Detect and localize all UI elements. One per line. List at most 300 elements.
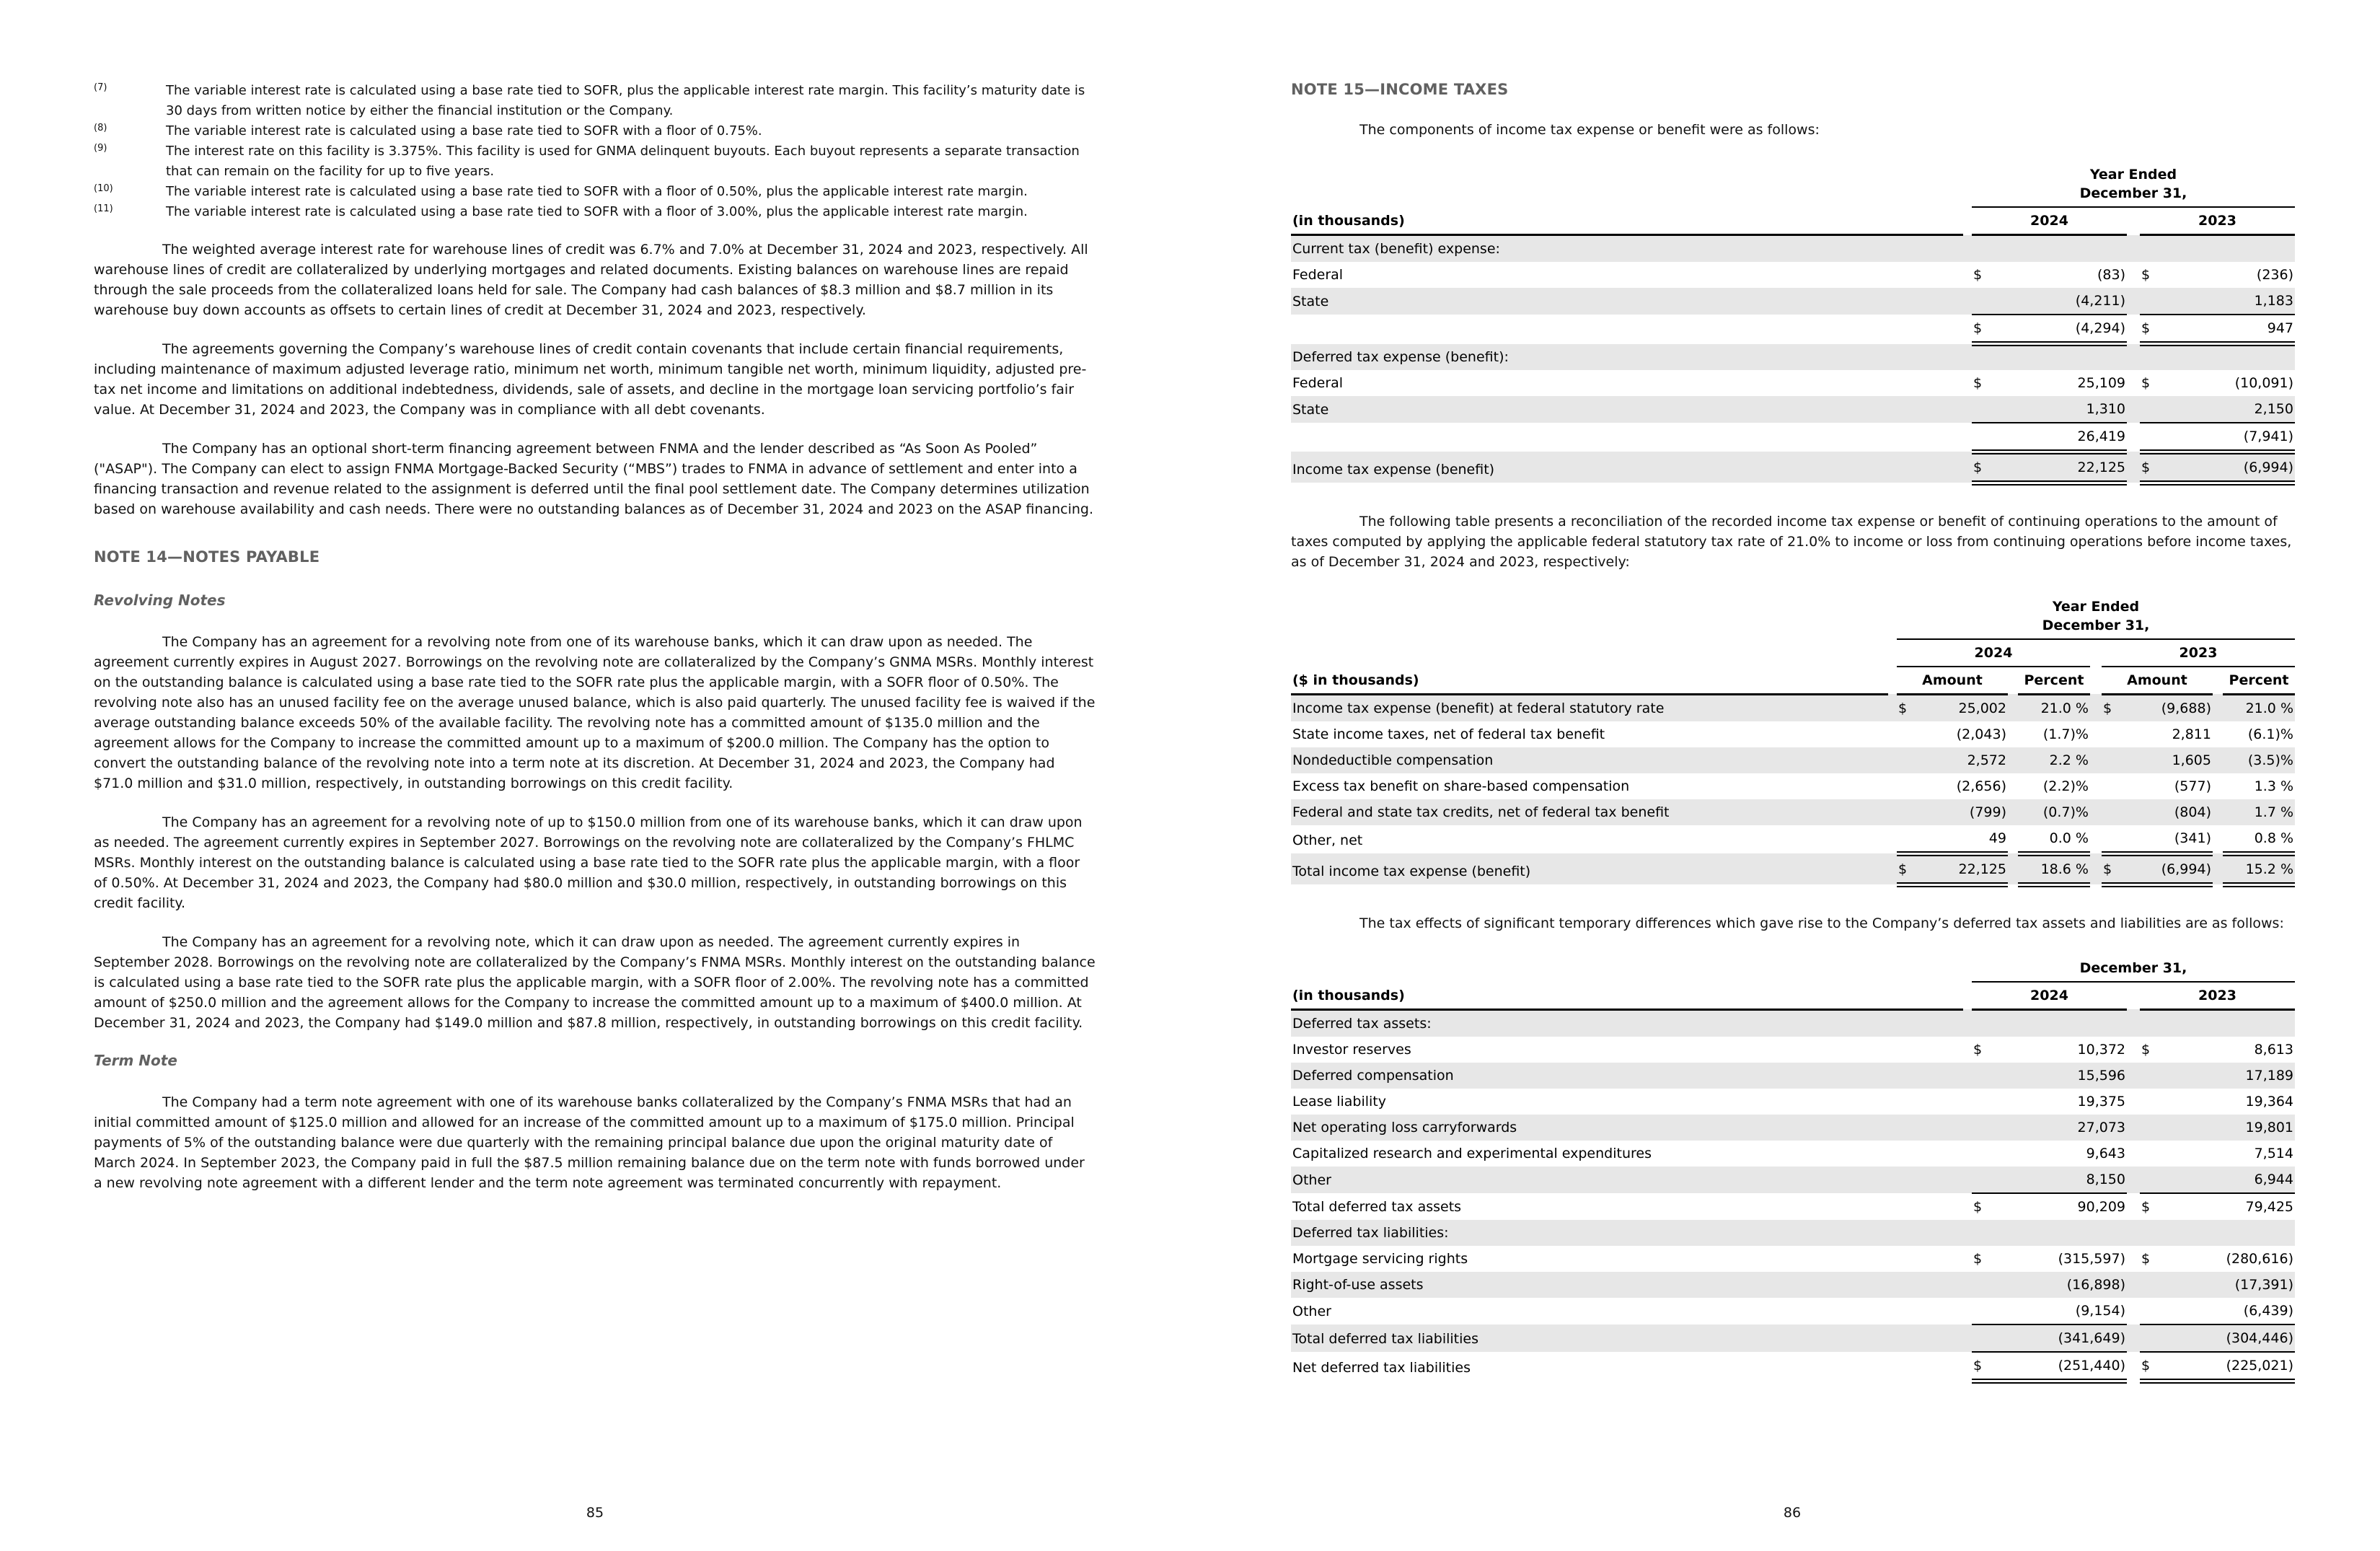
- currency-symbol: $: [1973, 1250, 1983, 1267]
- year-column-header: 2024: [1897, 639, 2090, 667]
- table-cell: [2127, 1141, 2140, 1166]
- footnote-text: The variable interest rate is calculated using a base rate tied to SOFR with a floor of 0.50%, plus the applicable interest rate margin.: [166, 184, 1028, 199]
- currency-symbol: $: [2141, 267, 2151, 283]
- table-row: [1291, 344, 2295, 370]
- table-cell: [2127, 423, 2140, 452]
- currency-symbol: [2140, 1089, 2161, 1115]
- row-label: Income tax expense (benefit): [1291, 452, 1963, 483]
- row-label: State: [1291, 288, 1963, 315]
- currency-symbol: $: [1973, 374, 1983, 391]
- row-label: Net operating loss carryforwards: [1291, 1115, 1963, 1141]
- currency-symbol: [2140, 1324, 2161, 1352]
- note15-heading: NOTE 15—INCOME TAXES: [1291, 81, 1509, 98]
- amount-value: (804): [2120, 799, 2213, 825]
- currency-symbol: $: [1973, 1041, 1983, 1058]
- row-label: Total income tax expense (benefit): [1291, 853, 1888, 884]
- year-column-header: 2024: [1972, 982, 2127, 1010]
- row-label: [1291, 315, 1963, 344]
- table-row: [1291, 396, 2295, 423]
- currency-symbol: $: [1972, 452, 1993, 483]
- amount-value: (315,597): [2058, 1250, 2125, 1267]
- table-row: [1291, 1009, 2295, 1037]
- table-row: [1291, 1141, 2295, 1166]
- percent-value: 21.0 %: [2223, 694, 2295, 721]
- row-label: Deferred tax liabilities:: [1291, 1220, 1963, 1246]
- amount-value: 27,073: [1993, 1115, 2127, 1141]
- currency-symbol: $: [1973, 1198, 1983, 1215]
- footnote-marker: (10): [94, 183, 113, 194]
- currency-symbol: [1972, 1089, 1993, 1115]
- row-label: State: [1291, 396, 1963, 423]
- table-cell: [2127, 396, 2140, 423]
- paragraph-weighted-average-rate: The weighted average interest rate for warehouse lines of credit was 6.7% and 7.0% at December 31, 2024 and 2023, respectively. All warehouse lines of credit are collateralized by underlying mortgages and related documents. Existing balances on warehouse lines are repaid through the sale proceeds from the collateralized loans held for sale. The Company had cash balances of $8.3 million and $8.7 million in its warehouse buy down accounts as offsets to certain lines of credit at December 31, 2024 and 2023, respectively.: [94, 242, 1088, 318]
- table-cell: [1963, 1298, 1972, 1324]
- table-cell: [2090, 667, 2102, 695]
- percent-value: 0.0 %: [2018, 825, 2090, 854]
- year-column-header: 2024: [1972, 207, 2127, 235]
- row-label: Other: [1292, 1303, 1331, 1319]
- row-label: Capitalized research and experimental expenditures: [1292, 1145, 1652, 1161]
- table-cell: [2213, 667, 2223, 695]
- table-cell: [2127, 1324, 2140, 1352]
- table-cell: [1963, 315, 1972, 344]
- amount-value: (236): [2256, 267, 2293, 283]
- amount-value: (83): [2097, 267, 2125, 283]
- table-cell: [1963, 1063, 1972, 1089]
- table-cell: [2213, 721, 2223, 747]
- table-cell: [1963, 1324, 1972, 1352]
- footnote-text: The variable interest rate is calculated using a base rate tied to SOFR, plus the applicable interest rate margin. This facility’s maturity date is 30 days from written notice by either the financial institution or the Company.: [166, 83, 1085, 118]
- table-cell: [2008, 747, 2018, 773]
- currency-symbol: $: [2141, 1198, 2151, 1215]
- currency-symbol: [2140, 1272, 2161, 1298]
- table-cell: [2213, 747, 2223, 773]
- table-cell: [2213, 853, 2223, 884]
- row-label: Current tax (benefit) expense:: [1291, 235, 1963, 263]
- page-number-right: 86: [1783, 1505, 1802, 1521]
- currency-symbol: [1972, 288, 1993, 315]
- percent-value: (0.7)%: [2018, 799, 2090, 825]
- table-row: [1291, 162, 2295, 207]
- table-cell: [2127, 1166, 2140, 1193]
- amount-value: 22,125: [1993, 452, 2127, 483]
- percent-value: 0.8 %: [2223, 825, 2295, 854]
- percent-value: (3.5)%: [2223, 747, 2295, 773]
- amount-value: (4,211): [1993, 288, 2127, 315]
- table-cell: [2127, 1115, 2140, 1141]
- amount-value: (4,294): [1993, 315, 2127, 344]
- row-label: Federal: [1292, 267, 1344, 283]
- amount-column-header: Amount: [1897, 667, 2008, 695]
- table-cell: [1972, 344, 2295, 370]
- row-label: Deferred tax assets:: [1291, 1009, 1963, 1037]
- amount-value: 15,596: [1993, 1063, 2127, 1089]
- amount-value: 19,364: [2245, 1093, 2293, 1110]
- row-label: Net deferred tax liabilities: [1292, 1360, 1471, 1376]
- table-row: [1291, 1324, 2295, 1352]
- currency-symbol: $: [2102, 694, 2120, 721]
- amount-value: 49: [1916, 825, 2008, 854]
- currency-symbol: [2102, 721, 2120, 747]
- table-row: [1291, 853, 2295, 884]
- amount-value: (2,043): [1956, 726, 2006, 742]
- page-86: [1291, 81, 2295, 1410]
- currency-symbol: [1897, 773, 1916, 799]
- amount-value: (10,091): [2234, 374, 2293, 391]
- amount-value: 7,514: [2254, 1145, 2293, 1161]
- footnotes-list: [94, 81, 1096, 222]
- table-cell: [1963, 1272, 1972, 1298]
- table-cell: [2127, 1037, 2140, 1063]
- row-label: Total deferred tax assets: [1292, 1198, 1462, 1215]
- table-cell: [1963, 1193, 1972, 1220]
- amount-value: (2,656): [1956, 778, 2006, 794]
- row-label: Nondeductible compensation: [1291, 747, 1888, 773]
- term-note-heading: Term Note: [94, 1052, 177, 1069]
- table-row: [1291, 235, 2295, 263]
- table-row: [1291, 799, 2295, 825]
- currency-symbol: [1972, 1298, 1993, 1324]
- currency-symbol: [2140, 288, 2161, 315]
- row-label: Investor reserves: [1292, 1041, 1411, 1058]
- percent-value: (2.2)%: [2042, 778, 2089, 794]
- table-cell: [1888, 639, 1897, 667]
- amount-value: 947: [2161, 315, 2295, 344]
- footnote-text: The variable interest rate is calculated using a base rate tied to SOFR with a floor of 3.00%, plus the applicable interest rate margin.: [166, 204, 1028, 219]
- amount-value: (341): [2120, 825, 2213, 854]
- amount-value: (280,616): [2226, 1250, 2293, 1267]
- currency-symbol: $: [2140, 1352, 2161, 1381]
- row-label: Lease liability: [1292, 1093, 1387, 1110]
- table-row: [1291, 1272, 2295, 1298]
- paragraph-components-intro: The components of income tax expense or benefit were as follows:: [1359, 122, 1820, 138]
- income-tax-components-table: [1291, 162, 2295, 485]
- currency-symbol: [2102, 825, 2120, 854]
- amount-value: 26,419: [1993, 423, 2127, 452]
- units-label: (in thousands): [1291, 982, 1963, 1010]
- table-cell: [1963, 1141, 1972, 1166]
- row-label: Deferred compensation: [1291, 1063, 1963, 1089]
- table-cell: [1963, 207, 1972, 235]
- currency-symbol: [2140, 1166, 2161, 1193]
- year-column-header: 2023: [2140, 982, 2295, 1010]
- amount-value: (6,994): [2161, 452, 2295, 483]
- currency-symbol: $: [2140, 452, 2161, 483]
- currency-symbol: $: [1897, 853, 1916, 884]
- units-label: ($ in thousands): [1291, 667, 1888, 695]
- table-cell: [2127, 207, 2140, 235]
- table-cell: [2127, 288, 2140, 315]
- currency-symbol: [1972, 396, 1993, 423]
- amount-value: 22,125: [1916, 853, 2008, 884]
- table-row: [1291, 1166, 2295, 1193]
- table-cell: [2127, 1272, 2140, 1298]
- table-row: [1291, 1246, 2295, 1272]
- currency-symbol: [2102, 747, 2120, 773]
- table-cell: [2127, 1063, 2140, 1089]
- footnote-marker: (11): [94, 203, 113, 214]
- table-cell: [2090, 773, 2102, 799]
- amount-value: (6,439): [2161, 1298, 2295, 1324]
- table-cell: [1963, 344, 1972, 370]
- table-row: [1291, 262, 2295, 288]
- table-cell: [1963, 235, 1972, 263]
- paragraph-reconciliation-intro: The following table presents a reconciliation of the recorded income tax expense or benefit of continuing operations to the amount of taxes computed by applying the applicable federal statutory tax rate of 21.0% to income or loss from continuing operations before income taxes, as of December 31, 2024 and 2023, respectively:: [1291, 513, 2292, 570]
- table-cell: [1888, 773, 1897, 799]
- amount-value: (7,941): [2161, 423, 2295, 452]
- footnote-9: [94, 141, 1096, 182]
- amount-value: (341,649): [1993, 1324, 2127, 1352]
- table-cell: [2127, 982, 2140, 1010]
- percent-value: 1.3 %: [2254, 778, 2293, 794]
- amount-value: (577): [2174, 778, 2211, 794]
- amount-value: 2,150: [2161, 396, 2295, 423]
- currency-symbol: [1897, 799, 1916, 825]
- currency-symbol: [2140, 396, 2161, 423]
- table-cell: [2213, 773, 2223, 799]
- currency-symbol: $: [1973, 267, 1983, 283]
- amount-value: 9,643: [2086, 1145, 2125, 1161]
- currency-symbol: [1897, 825, 1916, 854]
- table-row: [1291, 825, 2295, 854]
- currency-symbol: [1972, 1324, 1993, 1352]
- table-row: [1291, 1298, 2295, 1324]
- table-row: [1291, 1037, 2295, 1063]
- currency-symbol: [2102, 799, 2120, 825]
- amount-value: (17,391): [2161, 1272, 2295, 1298]
- amount-value: (6,994): [2120, 853, 2213, 884]
- currency-symbol: [2140, 1298, 2161, 1324]
- row-label: Other: [1291, 1166, 1963, 1193]
- amount-value: 1,605: [2120, 747, 2213, 773]
- paragraph-revolving-note-fhlmc: The Company has an agreement for a revolving note of up to $150.0 million from one of its warehouse banks, which it can draw upon as needed. The agreement currently expires in September 2027. Borrowings on the revolving note are collateralized by the Company’s FHLMC MSRs. Monthly interest on the outstanding balance is calculated using a base rate tied to the SOFR rate plus the applicable margin, with a floor of 0.50%. At December 31, 2024 and 2023, the Company had $80.0 million and $30.0 million, respectively, in outstanding borrowings on this credit facility.: [94, 814, 1083, 911]
- table-cell: [2213, 799, 2223, 825]
- table-row: [1291, 370, 2295, 396]
- amount-value: 19,375: [2077, 1093, 2125, 1110]
- table-cell: [2213, 825, 2223, 854]
- amount-value: (16,898): [1993, 1272, 2127, 1298]
- table-cell: [1963, 452, 1972, 483]
- row-label: Mortgage servicing rights: [1292, 1250, 1468, 1267]
- table-period-header: Year Ended December 31,: [1972, 162, 2295, 207]
- row-label: Federal and state tax credits, net of federal tax benefit: [1291, 799, 1888, 825]
- table-cell: [2127, 1246, 2140, 1272]
- table-row: [1291, 288, 2295, 315]
- amount-value: 6,944: [2161, 1166, 2295, 1193]
- table-cell: [2008, 694, 2018, 721]
- table-period-header: December 31,: [1972, 955, 2295, 982]
- table-cell: [1888, 853, 1897, 884]
- percent-value: 1.7 %: [2223, 799, 2295, 825]
- amount-value: 1,183: [2161, 288, 2295, 315]
- row-label: Right-of-use assets: [1291, 1272, 1963, 1298]
- currency-symbol: [1972, 1141, 1993, 1166]
- table-cell: [2090, 639, 2102, 667]
- amount-value: (251,440): [1993, 1352, 2127, 1381]
- currency-symbol: [1897, 721, 1916, 747]
- table-cell: [2127, 1352, 2140, 1381]
- table-cell: [2213, 694, 2223, 721]
- currency-symbol: [1972, 1166, 1993, 1193]
- table-row: [1291, 1063, 2295, 1089]
- table-row: [1291, 982, 2295, 1010]
- table-cell: [2008, 853, 2018, 884]
- percent-column-header: Percent: [2223, 667, 2295, 695]
- table-cell: [1963, 1246, 1972, 1272]
- paragraph-revolving-note-fnma: The Company has an agreement for a revolving note, which it can draw upon as needed. The agreement currently expires in September 2028. Borrowings on the revolving note are collateralized by the Company’s FNMA MSRs. Monthly interest on the outstanding balance is calculated using a base rate tied to the SOFR rate plus the applicable margin, with a SOFR floor of 2.00%. The revolving note has a committed amount of $250.0 million and the agreement allows for the Company to increase the committed amount up to a maximum of $400.0 million. At December 31, 2024 and 2023, the Company had $149.0 million and $87.8 million, respectively, in outstanding borrowings on this credit facility.: [94, 934, 1096, 1031]
- amount-value: 25,109: [2077, 374, 2125, 391]
- units-label: (in thousands): [1291, 207, 1963, 235]
- table-cell: [2008, 721, 2018, 747]
- currency-symbol: [2140, 1063, 2161, 1089]
- table-cell: [1963, 423, 1972, 452]
- table-row: [1291, 1220, 2295, 1246]
- table-cell: [1291, 162, 1963, 207]
- table-row: [1291, 773, 2295, 799]
- row-label: [1291, 423, 1963, 452]
- amount-value: 17,189: [2161, 1063, 2295, 1089]
- table-cell: [1963, 1089, 1972, 1115]
- footnote-8: [94, 121, 1096, 141]
- note14-heading: NOTE 14—NOTES PAYABLE: [94, 548, 320, 566]
- table-cell: [1888, 799, 1897, 825]
- table-cell: [1963, 1166, 1972, 1193]
- percent-value: 2.2 %: [2018, 747, 2090, 773]
- table-cell: [1963, 1009, 1972, 1037]
- table-cell: [1963, 1115, 1972, 1141]
- table-cell: [1972, 1009, 2295, 1037]
- currency-symbol: [1972, 1272, 1993, 1298]
- table-cell: [2090, 721, 2102, 747]
- table-row: [1291, 1115, 2295, 1141]
- table-cell: [2127, 1298, 2140, 1324]
- row-label: Excess tax benefit on share-based compensation: [1292, 778, 1630, 794]
- table-cell: [1972, 1220, 2295, 1246]
- amount-column-header: Amount: [2102, 667, 2213, 695]
- table-cell: [1963, 288, 1972, 315]
- table-row: [1291, 423, 2295, 452]
- table-row: [1291, 639, 2295, 667]
- currency-symbol: $: [2102, 853, 2120, 884]
- currency-symbol: $: [2141, 374, 2151, 391]
- table-cell: [1963, 1352, 1972, 1381]
- currency-symbol: [2140, 1115, 2161, 1141]
- paragraph-covenants: The agreements governing the Company’s warehouse lines of credit contain covenants that include certain financial requirements, including maintenance of maximum adjusted leverage ratio, minimum net worth, minimum tangible net worth, minimum liquidity, adjusted pre-tax net income and limitations on additional indebtedness, dividends, sale of assets, and decline in the mortgage loan servicing portfolio’s fair value. At December 31, 2024 and 2023, the Company was in compliance with all debt covenants.: [94, 341, 1087, 418]
- table-cell: [2090, 799, 2102, 825]
- table-cell: [2127, 1089, 2140, 1115]
- paragraph-asap-financing: The Company has an optional short-term financing agreement between FNMA and the lender described as “As Soon As Pooled” ("ASAP"). The Company can elect to assign FNMA Mortgage-Backed Security (“MBS”) trades to FNMA in advance of settlement and enter into a financing transaction and revenue related to the assignment is deferred until the final pool settlement date. The Company determines utilization based on warehouse availability and cash needs. There were no outstanding balances as of December 31, 2024 and 2023 on the ASAP financing.: [94, 441, 1093, 517]
- footnote-7: [94, 81, 1096, 121]
- percent-value: (1.7)%: [2042, 726, 2089, 742]
- amount-value: (9,154): [1993, 1298, 2127, 1324]
- currency-symbol: [2102, 773, 2120, 799]
- table-row: [1291, 955, 2295, 982]
- percent-column-header: Percent: [2018, 667, 2090, 695]
- table-cell: [2127, 370, 2140, 396]
- table-cell: [1888, 594, 1897, 639]
- table-cell: [1972, 235, 2295, 263]
- table-period-header: Year Ended December 31,: [1897, 594, 2295, 639]
- table-cell: [2008, 773, 2018, 799]
- table-row: [1291, 315, 2295, 344]
- currency-symbol: $: [1897, 694, 1916, 721]
- amount-value: 19,801: [2161, 1115, 2295, 1141]
- table-cell: [1963, 955, 1972, 982]
- percent-value: 18.6 %: [2018, 853, 2090, 884]
- currency-symbol: $: [2141, 1250, 2151, 1267]
- amount-value: 1,310: [1993, 396, 2127, 423]
- row-label: Deferred tax expense (benefit):: [1291, 344, 1963, 370]
- amount-value: (799): [1916, 799, 2008, 825]
- page-number-left: 85: [586, 1505, 604, 1521]
- row-label: Other, net: [1292, 832, 1363, 848]
- footnote-marker: (9): [94, 143, 107, 154]
- paragraph-deferred-intro: The tax effects of significant temporary differences which gave rise to the Company’s deferred tax assets and liabilities are as follows:: [1359, 915, 2284, 931]
- table-row: [1291, 747, 2295, 773]
- row-label: Income tax expense (benefit) at federal statutory rate: [1291, 694, 1888, 721]
- currency-symbol: [2140, 1141, 2161, 1166]
- row-label: Federal: [1292, 374, 1344, 391]
- currency-symbol: [1972, 1063, 1993, 1089]
- table-cell: [2008, 825, 2018, 854]
- amount-value: 10,372: [2077, 1041, 2125, 1058]
- table-cell: [1963, 982, 1972, 1010]
- amount-value: 8,150: [1993, 1166, 2127, 1193]
- percent-value: 21.0 %: [2018, 694, 2090, 721]
- currency-symbol: $: [1972, 315, 1993, 344]
- currency-symbol: [1972, 423, 1993, 452]
- footnote-text: The variable interest rate is calculated using a base rate tied to SOFR with a floor of 0.75%.: [166, 123, 762, 139]
- table-cell: [1888, 825, 1897, 854]
- table-cell: [1888, 747, 1897, 773]
- table-row: [1291, 694, 2295, 721]
- revolving-notes-heading: Revolving Notes: [94, 592, 226, 609]
- amount-value: 2,811: [2172, 726, 2211, 742]
- table-row: [1291, 1089, 2295, 1115]
- table-cell: [2127, 262, 2140, 288]
- currency-symbol: $: [2141, 1041, 2151, 1058]
- footnote-text: The interest rate on this facility is 3.375%. This facility is used for GNMA delinquent buyouts. Each buyout represents a separate transaction that can remain on the facility for up to five years.: [166, 144, 1080, 179]
- amount-value: (304,446): [2161, 1324, 2295, 1352]
- footnote-marker: (7): [94, 82, 107, 93]
- table-cell: [1963, 1037, 1972, 1063]
- table-cell: [1888, 667, 1897, 695]
- amount-value: 90,209: [2077, 1198, 2125, 1215]
- table-cell: [2090, 747, 2102, 773]
- amount-value: 2,572: [1916, 747, 2008, 773]
- table-row: [1291, 721, 2295, 747]
- table-cell: [1888, 694, 1897, 721]
- amount-value: (225,021): [2161, 1352, 2295, 1381]
- page-85: [94, 81, 1096, 1212]
- amount-value: 79,425: [2245, 1198, 2293, 1215]
- amount-value: 25,002: [1916, 694, 2008, 721]
- table-row: [1291, 452, 2295, 483]
- amount-value: 8,613: [2254, 1041, 2293, 1058]
- deferred-tax-table: [1291, 955, 2295, 1384]
- table-cell: [2008, 799, 2018, 825]
- table-cell: [2090, 694, 2102, 721]
- row-label: Total deferred tax liabilities: [1291, 1324, 1963, 1352]
- table-row: [1291, 667, 2295, 695]
- tax-rate-reconciliation-table: [1291, 594, 2295, 887]
- row-label: State income taxes, net of federal tax benefit: [1292, 726, 1605, 742]
- paragraph-revolving-note-gnma: The Company has an agreement for a revolving note from one of its warehouse banks, which it can draw upon as needed. The agreement currently expires in August 2027. Borrowings on the revolving note are collateralized by the Company’s GNMA MSRs. Monthly interest on the outstanding balance is calculated using a base rate tied to the SOFR rate plus the applicable margin, with a SOFR floor of 0.50%. The revolving note also has an unused facility fee on the average unused balance, which is also paid quarterly. The unused facility fee is waived if the average outstanding balance exceeds 50% of the available facility. The revolving note has a committed amount of $135.0 million and the agreement allows for the Company to increase the committed amount up to a maximum of $200.0 million. The Company has the option to convert the outstanding balance of the revolving note into a term note at its discretion. At December 31, 2024 and 2023, the Company had $71.0 million and $31.0 million, respectively, in outstanding borrowings on this credit facility.: [94, 634, 1096, 791]
- paragraph-term-note: The Company had a term note agreement with one of its warehouse banks collateralized by the Company’s FNMA MSRs that had an initial committed amount of $125.0 million and allowed for an increase of the committed amount up to a maximum of $175.0 million. Principal payments of 5% of the outstanding balance were due quarterly with the remaining principal balance due upon the original maturity date of March 2024. In September 2023, the Company paid in full the $87.5 million remaining balance due on the term note with funds borrowed under a new revolving note agreement with a different lender and the term note agreement was terminated concurrently with repayment.: [94, 1094, 1085, 1191]
- table-cell: [2127, 315, 2140, 344]
- currency-symbol: [2140, 423, 2161, 452]
- table-cell: [2008, 667, 2018, 695]
